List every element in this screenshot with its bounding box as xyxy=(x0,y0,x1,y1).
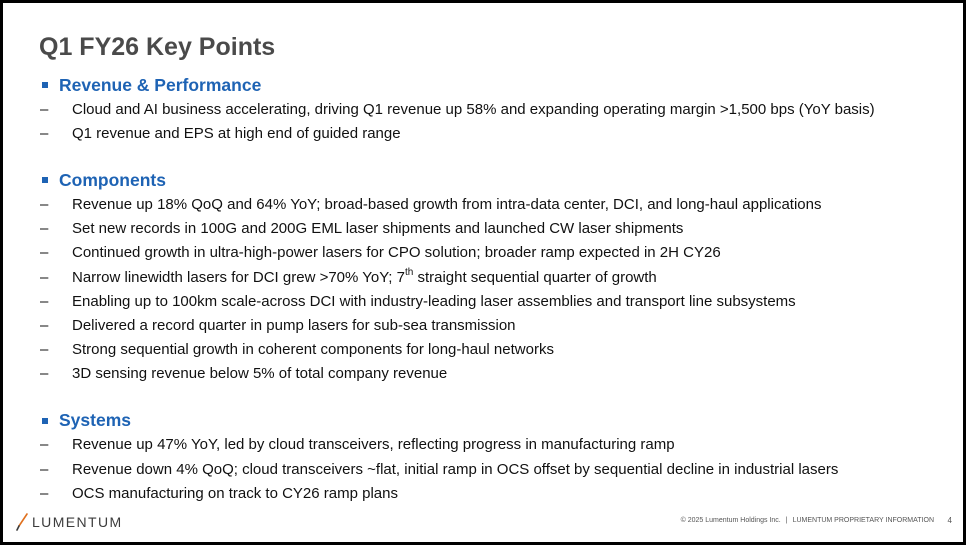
dash-bullet: – xyxy=(40,244,49,262)
list-item xyxy=(39,121,954,145)
list-item-text: Revenue down 4% QoQ; cloud transceivers ~flat, initial ramp in OCS offset by sequential decline in industrial lasers xyxy=(72,460,839,478)
list-item-text-part: Narrow linewidth lasers for DCI grew >70% YoY; 7 xyxy=(72,268,405,286)
dash-bullet: – xyxy=(40,484,49,502)
dash-bullet: – xyxy=(40,316,49,334)
footer-notice xyxy=(681,517,934,524)
dash-bullet: – xyxy=(40,365,49,383)
section-title: Components xyxy=(59,169,166,190)
list-item-text: Enabling up to 100km scale-across DCI with industry-leading laser assemblies and transport line subsystems xyxy=(72,292,796,310)
list-item xyxy=(39,457,954,481)
slide-content xyxy=(39,73,954,528)
list-item-text xyxy=(72,266,657,286)
square-bullet-icon xyxy=(42,82,48,88)
list-item xyxy=(39,265,954,289)
list-item-text-part: straight sequential quarter of growth xyxy=(413,268,657,286)
dash-bullet: – xyxy=(40,436,49,454)
dash-bullet: – xyxy=(40,100,49,118)
list-item xyxy=(39,192,954,216)
list-item xyxy=(39,97,954,121)
proprietary-notice: LUMENTUM PROPRIETARY INFORMATION xyxy=(792,517,934,524)
section-title: Revenue & Performance xyxy=(59,74,262,95)
list-item xyxy=(39,217,954,241)
list-item-text: Revenue up 18% QoQ and 64% YoY; broad-based growth from intra-data center, DCI, and long-haul applications xyxy=(72,195,822,213)
logo-wordmark: LUMENTUM xyxy=(32,514,123,530)
copyright-text: © 2025 Lumentum Holdings Inc. xyxy=(680,517,781,524)
page-title: Q1 FY26 Key Points xyxy=(39,33,276,61)
dash-bullet: – xyxy=(40,341,49,359)
list-item xyxy=(39,289,954,313)
dash-bullet: – xyxy=(40,195,49,213)
list-item-text: Revenue up 47% YoY, led by cloud transceivers, reflecting progress in manufacturing ramp xyxy=(72,436,675,454)
list-item xyxy=(39,433,954,457)
section-revenue-performance xyxy=(39,73,954,145)
section-header xyxy=(39,73,954,97)
list-item-text: Q1 revenue and EPS at high end of guided range xyxy=(72,124,401,142)
superscript: th xyxy=(404,266,414,278)
list-item-text: Continued growth in ultra-high-power lasers for CPO solution; broader ramp expected in 2H CY26 xyxy=(72,244,721,262)
list-item xyxy=(39,313,954,337)
slide xyxy=(3,3,963,542)
list-item-text: Delivered a record quarter in pump lasers for sub-sea transmission xyxy=(72,316,516,334)
footer-separator: | xyxy=(785,517,788,524)
section-components xyxy=(39,168,954,386)
dash-bullet: – xyxy=(40,220,49,238)
dash-bullet: – xyxy=(40,292,49,310)
lumentum-logo xyxy=(15,513,123,531)
dash-bullet: – xyxy=(40,460,49,478)
list-item xyxy=(39,481,954,505)
section-systems xyxy=(39,409,954,506)
square-bullet-icon xyxy=(42,418,48,424)
list-item-text: 3D sensing revenue below 5% of total company revenue xyxy=(72,365,448,383)
square-bullet-icon xyxy=(42,177,48,183)
list-item xyxy=(39,362,954,386)
list-item xyxy=(39,338,954,362)
list-item-text: Set new records in 100G and 200G EML laser shipments and launched CW laser shipments xyxy=(72,220,684,238)
lumentum-slash-logo-icon xyxy=(15,513,31,531)
list-item-text: Strong sequential growth in coherent components for long-haul networks xyxy=(72,341,554,359)
list-item xyxy=(39,241,954,265)
section-header xyxy=(39,168,954,192)
page-number: 4 xyxy=(947,516,952,525)
section-header xyxy=(39,409,954,433)
dash-bullet: – xyxy=(40,124,49,142)
section-title: Systems xyxy=(59,410,131,431)
dash-bullet: – xyxy=(40,268,49,286)
list-item-text: OCS manufacturing on track to CY26 ramp plans xyxy=(72,484,398,502)
list-item-text: Cloud and AI business accelerating, driving Q1 revenue up 58% and expanding operating margin >1,500 bps (YoY basis) xyxy=(72,100,875,118)
